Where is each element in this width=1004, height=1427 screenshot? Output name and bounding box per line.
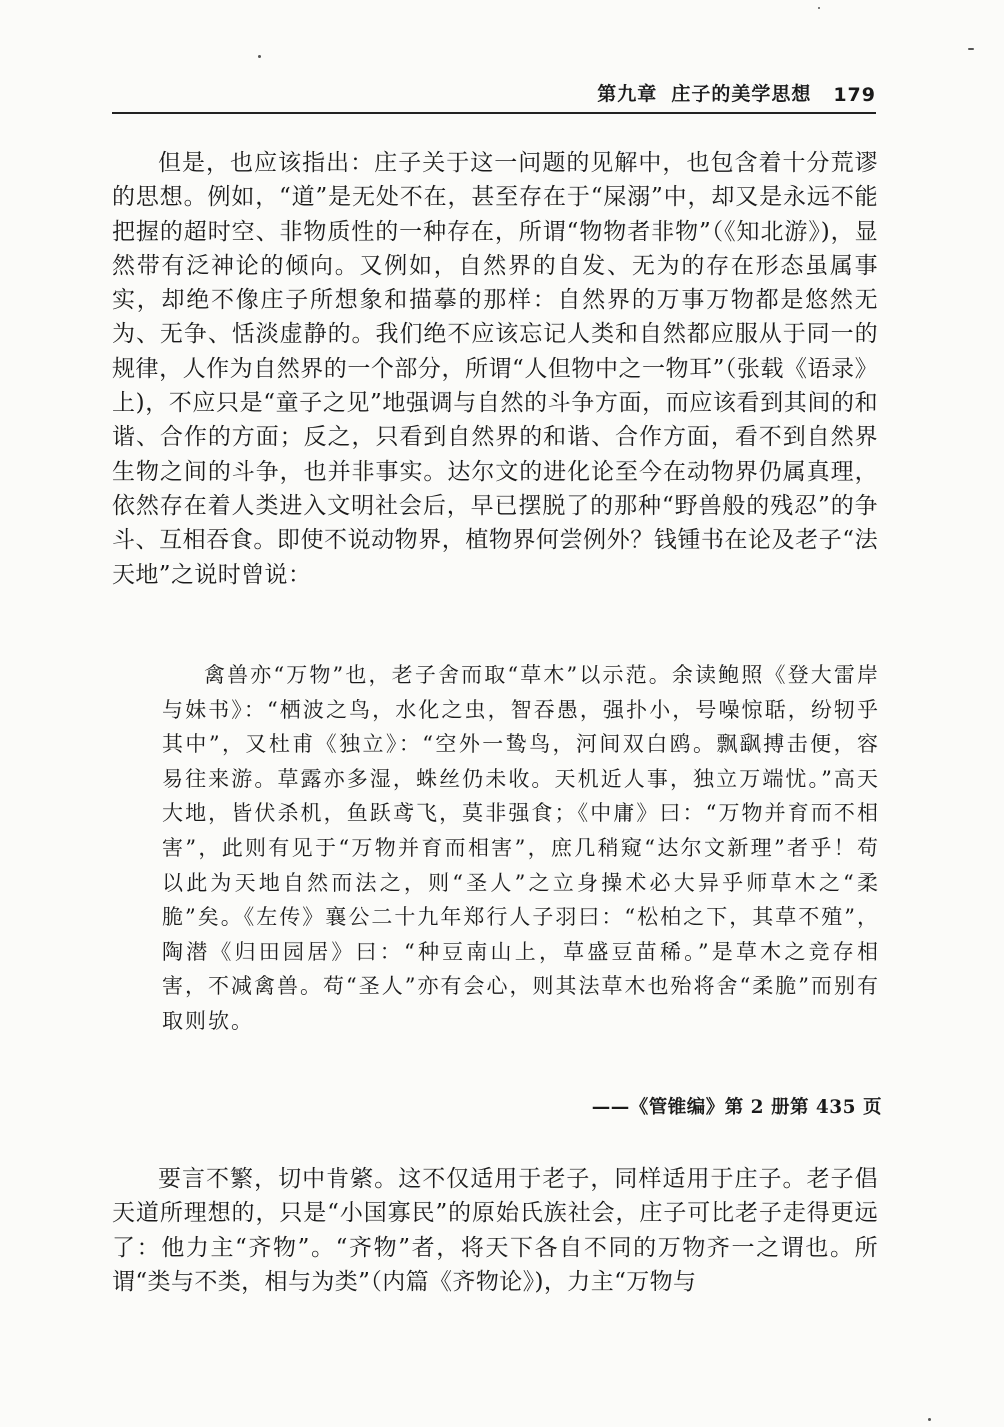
page-number: 179	[833, 84, 876, 106]
body-paragraph-1: 但是，也应该指出：庄子关于这一问题的见解中，也包含着十分荒谬的思想。例如，“道”是无处不在，甚至存在于“屎溺”中，却又是永远不能把握的超时空、非物质性的一种存在，所谓“物物者非物”（《知北游》)，显然带有泛神论的倾向。又例如，自然界的自发、无为的存在形态虽属事实，却绝不像庄子所想象和描摹的那样：自然界的万事万物都是悠然无为、无争、恬淡虚静的。我们绝不应该忘记人类和自然都应服从于同一的规律，人作为自然界的一个部分，所谓“人但物中之一物耳”（张载《语录》上)，不应只是“童子之见”地强调与自然的斗争方面，而应该看到其间的和谐、合作的方面；反之，只看到自然界的和谐、合作方面，看不到自然界生物之间的斗争，也并非事实。达尔文的进化论至今在动物界仍属真理，依然存在着人类进入文明社会后，早已摆脱了的那种“野兽般的残忍”的争斗、互相吞食。即使不说动物界，植物界何尝例外？钱锺书在论及老子“法天地”之说时曾说：	[112, 150, 878, 588]
scan-speck	[968, 48, 974, 50]
chapter-title: 庄子的美学思想	[671, 83, 812, 105]
quote-source: ——《管锥编》第 2 册第 435 页	[591, 1097, 882, 1118]
body-paragraph-2: 要言不繁，切中肯綮。这不仅适用于老子，同样适用于庄子。老子倡天道所理想的，只是“小国寡民”的原始氏族社会，庄子可比老子走得更远了：他力主“齐物”。“齐物”者，将天下各自不同的万物齐一之谓也。所谓“类与不类，相与为类”（内篇《齐物论》)，力主“万物与	[112, 1166, 878, 1295]
scan-speck	[928, 1418, 931, 1421]
scan-speck	[258, 55, 261, 58]
block-quote: 禽兽亦“万物”也，老子舍而取“草木”以示范。余读鲍照《登大雷岸与妹书》：“栖波之鸟，水化之虫，智吞愚，强扑小，号噪惊聒，纷牣乎其中”，又杜甫《独立》：“空外一鸷鸟，河间双白鸥。飘飖搏击便，容易往来游。草露亦多湿，蛛丝仍未收。天机近人事，独立万端忧。”高天大地，皆伏杀机，鱼跃鸢飞，莫非强食；《中庸》曰：“万物并育而不相害”，此则有见于“万物并育而相害”，庶几稍窥“达尔文新理”者乎！苟以此为天地自然而法之，则“圣人”之立身操术必大异乎师草木之“柔脆”矣。《左传》襄公二十九年郑行人子羽曰：“松柏之下，其草不殖”，陶潜《归田园居》曰：“种豆南山上，草盛豆苗稀。”是草木之竞存相害，不减禽兽。苟“圣人”亦有会心，则其法草木也殆将舍“柔脆”而别有取则欤。	[162, 663, 880, 1033]
chapter-label: 第九章	[597, 83, 658, 105]
scan-speck	[818, 7, 820, 9]
running-header	[112, 82, 876, 114]
